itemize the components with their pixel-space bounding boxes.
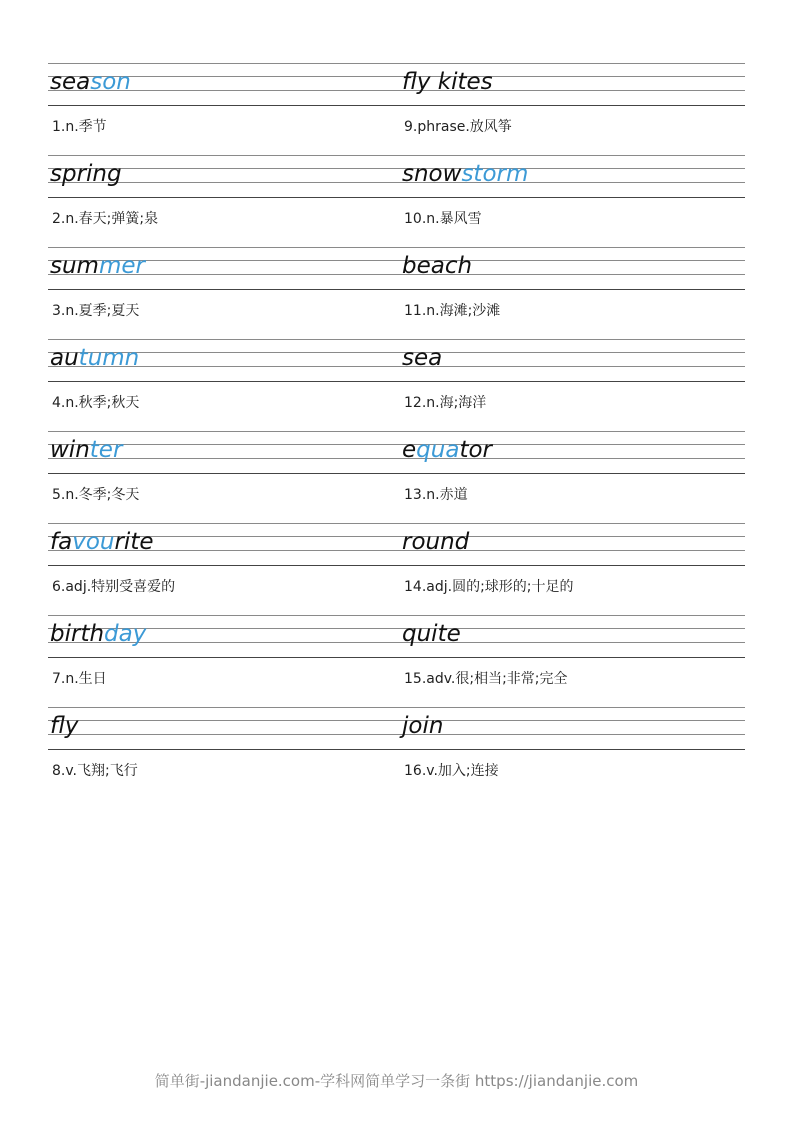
highlighted-syllable: mer — [98, 253, 145, 279]
vocab-entry — [400, 247, 740, 339]
meaning: 14.adj.圆的;球形的;十足的 — [404, 579, 574, 595]
word-part: round — [402, 529, 470, 555]
word-part: sea — [402, 345, 443, 371]
meaning: 1.n.季节 — [52, 119, 107, 135]
vocab-entry — [400, 155, 740, 247]
vocab-entry — [400, 339, 740, 431]
meaning: 15.adv.很;相当;非常;完全 — [404, 671, 568, 687]
footer: 简单街-jiandanjie.com-学科网简单学习一条街 https://jiandanjie.com — [154, 1072, 639, 1090]
word-part: au — [50, 345, 79, 371]
highlighted-syllable: ter — [89, 437, 123, 463]
highlighted-syllable: day — [104, 621, 147, 647]
vocab-row — [48, 63, 745, 155]
vocab-entry — [400, 431, 740, 523]
english-word — [50, 159, 122, 189]
meaning: 11.n.海滩;沙滩 — [404, 303, 501, 319]
vocab-entry — [48, 431, 388, 523]
meaning: 10.n.暴风雪 — [404, 211, 482, 227]
meaning: 9.phrase.放风筝 — [404, 119, 512, 135]
vocab-entry — [400, 63, 740, 155]
word-part: beach — [402, 253, 473, 279]
english-word — [402, 711, 443, 741]
vocab-entry — [400, 615, 740, 707]
english-word — [402, 435, 492, 465]
meaning: 5.n.冬季;冬天 — [52, 487, 140, 503]
word-part: join — [402, 713, 444, 739]
vocab-entry — [400, 707, 740, 799]
meaning: 13.n.赤道 — [404, 487, 468, 503]
meaning: 3.n.夏季;夏天 — [52, 303, 140, 319]
vocab-entry — [48, 615, 388, 707]
word-part: spring — [50, 161, 122, 187]
word-part: quite — [402, 621, 461, 647]
vocab-row — [48, 339, 745, 431]
vocab-entry — [48, 707, 388, 799]
word-part: sum — [50, 253, 99, 279]
meaning: 4.n.秋季;秋天 — [52, 395, 140, 411]
english-word — [402, 619, 461, 649]
english-word — [402, 67, 493, 97]
english-word — [402, 343, 442, 373]
english-word — [50, 711, 78, 741]
word-part: birth — [50, 621, 105, 647]
english-word — [50, 527, 153, 557]
meaning: 6.adj.特别受喜爱的 — [52, 579, 176, 595]
word-part: rite — [114, 529, 154, 555]
vocab-row — [48, 247, 745, 339]
meaning: 16.v.加入;连接 — [404, 763, 499, 779]
vocab-row — [48, 615, 745, 707]
english-word — [50, 67, 131, 97]
vocab-entry — [48, 155, 388, 247]
meaning: 8.v.飞翔;飞行 — [52, 763, 138, 779]
highlighted-syllable: tumn — [78, 345, 140, 371]
meaning: 2.n.春天;弹簧;泉 — [52, 211, 159, 227]
vocab-entry — [48, 523, 388, 615]
word-part: sea — [50, 69, 91, 95]
english-word — [50, 343, 139, 373]
english-word — [50, 251, 145, 281]
vocab-entry — [48, 63, 388, 155]
vocab-row — [48, 155, 745, 247]
word-part: win — [50, 437, 90, 463]
word-part: fly — [50, 713, 79, 739]
highlighted-syllable: qua — [416, 437, 460, 463]
english-word — [402, 159, 528, 189]
meaning: 7.n.生日 — [52, 671, 107, 687]
english-word — [50, 435, 122, 465]
english-word — [402, 527, 469, 557]
highlighted-syllable: storm — [461, 161, 529, 187]
word-part: e — [402, 437, 417, 463]
english-word — [50, 619, 146, 649]
highlighted-syllable: vou — [72, 529, 115, 555]
vocab-row — [48, 523, 745, 615]
meaning: 12.n.海;海洋 — [404, 395, 487, 411]
word-part: tor — [459, 437, 492, 463]
word-part: fa — [50, 529, 73, 555]
vocab-entry — [48, 247, 388, 339]
english-word — [402, 251, 472, 281]
word-part: snow — [402, 161, 462, 187]
word-part: fly kites — [402, 69, 493, 95]
highlighted-syllable: son — [90, 69, 131, 95]
vocab-row — [48, 431, 745, 523]
vocab-entry — [48, 339, 388, 431]
vocab-row — [48, 707, 745, 799]
vocab-entry — [400, 523, 740, 615]
